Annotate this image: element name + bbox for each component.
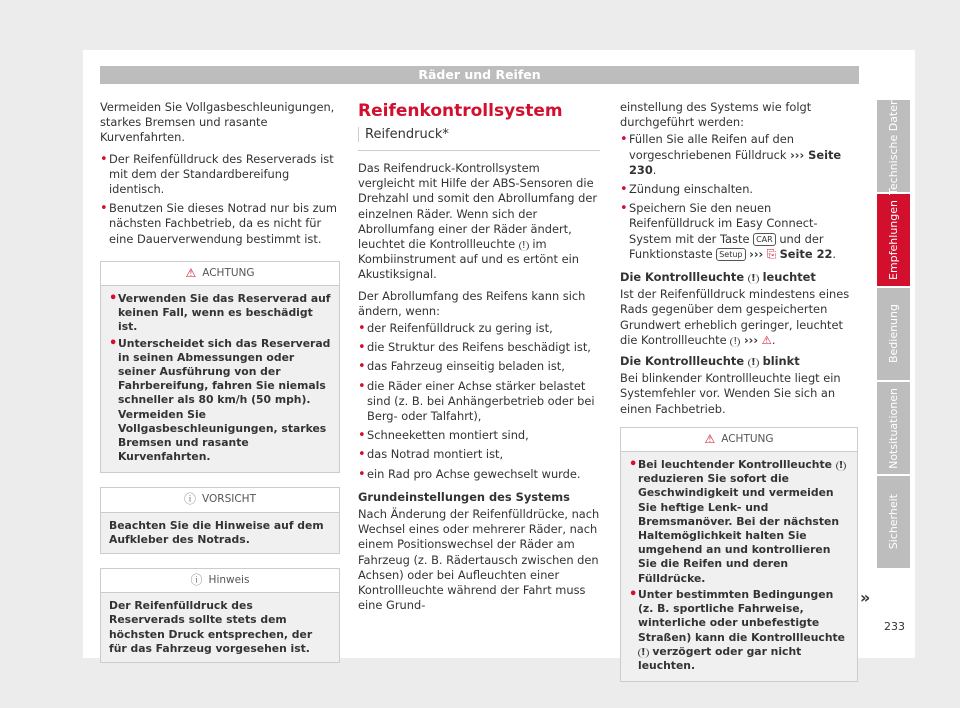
list-item: • Benutzen Sie dieses Notrad nur bis zum nächsten Fachbetrieb, da es nicht für eine Dauerverwendung bestimmt ist. — [100, 201, 340, 247]
note-box — [100, 568, 340, 663]
section-subtitle: Reifendruck* — [358, 126, 600, 151]
list-item: • Unterscheidet sich das Reserverad in seinen Abmessungen oder seiner Ausführung von der Fahrbereifung, fahren Sie niemals schneller als 80 km/h (50 mph). Vermeiden Sie Vollgasbeschleunigungen, starkes Bremsen und rasante Kurvenfahrten. — [109, 337, 331, 465]
page-number: 233 — [884, 620, 905, 633]
column-middle — [358, 100, 600, 619]
list-item: • Schneeketten montiert sind, — [358, 428, 600, 443]
tab-empfehlungen[interactable]: Empfehlungen — [877, 194, 910, 286]
tire-pressure-lamp-icon: ! — [748, 274, 759, 284]
list-item: • Bei leuchtender Kontrollleuchte ! reduzieren Sie sofort die Geschwindigkeit und vermeiden Sie heftige Lenk- und Bremsmanöver. Bei der nächsten Haltemöglichkeit halten Sie umgehend an und kontrollieren Sie die Reifen und deren Fülldrücke. — [629, 458, 849, 586]
warning-icon: ⚠ — [761, 332, 772, 347]
tab-bedienung[interactable]: Bedienung — [877, 288, 910, 380]
caution-title: VORSICHT — [202, 493, 256, 506]
list-item: • Der Reifenfülldruck des Reserverads ist mit dem der Standardbereifung identisch. — [100, 152, 340, 198]
intro-text: Vermeiden Sie Vollgasbeschleunigungen, starkes Bremsen und rasante Kurvenfahrten. — [100, 100, 335, 145]
warning-box — [100, 261, 340, 474]
tire-pressure-lamp-icon: ! — [638, 648, 649, 658]
caution-text: Beachten Sie die Hinweise auf dem Aufkleber des Notrads. — [101, 513, 339, 553]
warning-box — [620, 427, 858, 682]
list-item: • Unter bestimmten Bedingungen (z. B. sportliche Fahrweise, winterliche oder unbefestigte Straßen) kann die Kontrollleuchte ! verzögert oder gar nicht leuchten. — [629, 588, 849, 673]
page-reference-link[interactable]: ››› Seite 230 — [629, 147, 842, 177]
chapter-tabs — [877, 97, 910, 570]
column-right — [620, 100, 858, 692]
tire-pressure-lamp-icon: ! — [730, 337, 740, 347]
subheading: Grundeinstellungen des Systems — [358, 489, 570, 504]
menu-icon: ⎘ — [766, 246, 776, 261]
continue-arrow-icon: » — [860, 588, 871, 607]
subheading: Die Kontrollleuchte ! leuchtet — [620, 270, 816, 285]
list-item: • Zündung einschalten. — [620, 182, 858, 197]
list-item: • der Reifenfülldruck zu gering ist, — [358, 321, 600, 336]
caution-icon: ⓘ — [184, 492, 197, 507]
list-item: • Speichern Sie den neuen Reifenfülldruck im Easy Connect-System mit der Taste CAR und der Funktionstaste Setup ››› ⎘ Seite 22. — [620, 201, 858, 262]
paragraph: Ist der Reifenfülldruck mindestens eines Rads gegenüber dem gespeicherten Grundwert erheblich geringer, leuchtet die Kontrollleuchte ! ››› ⚠. — [620, 287, 850, 347]
warning-title: ACHTUNG — [202, 266, 255, 279]
page-reference-link[interactable]: Seite 22 — [779, 246, 833, 261]
paragraph: Der Abrollumfang des Reifens kann sich ändern, wenn: — [358, 288, 586, 318]
list-item: • Füllen Sie alle Reifen auf den vorgeschriebenen Fülldruck ››› Seite 230. — [620, 132, 858, 178]
list-item: • das Fahrzeug einseitig beladen ist, — [358, 359, 600, 374]
warning-icon: ⚠ — [704, 431, 716, 446]
list-item: • das Notrad montiert ist, — [358, 447, 600, 462]
paragraph: Das Reifendruck-Kontrollsystem vergleicht mit Hilfe der ABS-Sensoren die Drehzahl und somit den Abrollumfang der einzelnen Räder. Wenn sich der Abrollumfang einer der Räder ändert, leuchtet die Kontrollleuchte ! im Kombiinstrument auf und es ertönt ein Akustiksignal. — [358, 161, 598, 282]
warning-icon: ⚠ — [185, 265, 197, 280]
page-header: Räder und Reifen — [100, 66, 859, 84]
tab-technische-daten[interactable]: Technische Daten — [877, 100, 910, 192]
paragraph: Bei blinkender Kontrollleuchte liegt ein Systemfehler vor. Wenden Sie sich an einen Fachbetrieb. — [620, 371, 841, 416]
list-item: • die Räder einer Achse stärker belastet sind (z. B. bei Anhängerbetrieb oder bei Berg- oder Talfahrt), — [358, 379, 600, 425]
tire-pressure-lamp-icon: ! — [836, 461, 847, 471]
list-item: • Verwenden Sie das Reserverad auf keinen Fall, wenn es beschädigt ist. — [109, 292, 331, 335]
subheading: Die Kontrollleuchte ! blinkt — [620, 354, 800, 369]
info-icon: ⓘ — [190, 573, 203, 588]
section-title: Reifenkontrollsystem — [358, 101, 563, 121]
paragraph: einstellung des Systems wie folgt durchgeführt werden: — [620, 100, 812, 130]
list-item: • die Struktur des Reifens beschädigt ist, — [358, 340, 600, 355]
tab-notsituationen[interactable]: Notsituationen — [877, 382, 910, 474]
list-item: • ein Rad pro Achse gewechselt wurde. — [358, 467, 600, 482]
car-key: CAR — [753, 233, 776, 246]
note-text: Der Reifenfülldruck des Reserverads sollte stets dem höchsten Druck entsprechen, der für das Fahrzeug vorgesehen ist. — [101, 593, 339, 662]
caution-box — [100, 487, 340, 554]
tire-pressure-lamp-icon: ! — [519, 241, 529, 251]
warning-title: ACHTUNG — [721, 432, 774, 445]
column-left — [100, 100, 340, 673]
setup-key: Setup — [716, 248, 745, 261]
note-title: Hinweis — [208, 574, 250, 587]
paragraph: Nach Änderung der Reifenfülldrücke, nach Wechsel eines oder mehrerer Räder, nach einem Positionswechsel der Räder am Fahrzeug (z. B. Rädertausch zwischen den Achsen) oder bei Aufleuchten einer Kontrollleuchte während der Fahrt muss eine Grund- — [358, 507, 600, 613]
tire-pressure-lamp-icon: ! — [748, 358, 759, 368]
tab-sicherheit[interactable]: Sicherheit — [877, 476, 910, 568]
